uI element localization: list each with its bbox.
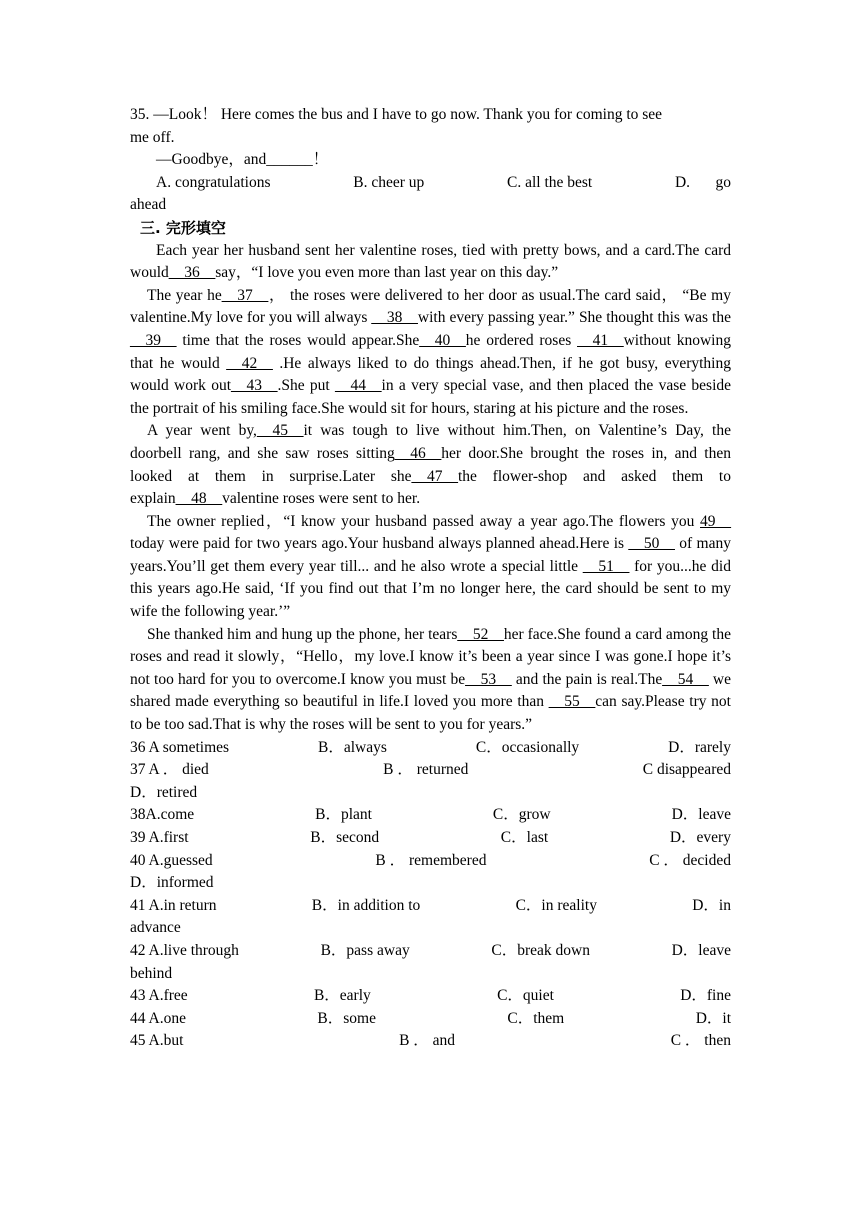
passage-text: and the pain is real.The — [511, 670, 663, 688]
option-d: D．retired — [130, 783, 198, 801]
option-d: D．every — [669, 829, 731, 846]
blank-43: __43__ — [231, 377, 278, 395]
option-d-text: go — [715, 173, 731, 191]
question-35 — [130, 104, 731, 217]
options-40-wrap — [130, 872, 731, 895]
blank-41: __41__ — [577, 331, 624, 349]
blank-39: __39__ — [130, 331, 177, 349]
passage-text: the flower-shop and asked them to explain — [130, 467, 731, 508]
option-d: D．it — [695, 1009, 731, 1027]
option-b: B．second — [310, 829, 380, 846]
options-36 — [130, 737, 731, 760]
option-d: D．rarely — [668, 738, 731, 756]
passage-text: The owner replied，“I know your husband passed away a year ago.The flowers you — [147, 512, 700, 530]
option-d-wrap: ahead — [130, 196, 167, 214]
blank-50: __50__ — [628, 535, 675, 553]
blank-54: __54__ — [662, 670, 709, 688]
question-35-options-wrap — [130, 194, 731, 217]
option-c: C．grow — [492, 806, 551, 824]
options-38 — [130, 804, 731, 827]
options-45 — [130, 1030, 731, 1053]
option-a: 38A.come — [130, 806, 195, 824]
passage-text: say，“I love you even more than last year on this day.” — [215, 264, 559, 282]
passage-text: her door.She brought the roses in, and then looked at them in surprise.Later she — [130, 444, 731, 485]
passage-text: A year went by, — [147, 422, 257, 440]
question-35-options — [130, 172, 731, 195]
section-title: 三. 完形填空 — [140, 218, 226, 237]
passage-text: ， the roses were delivered to her door as usual.The card said， “Be my valentine.My love for you will always — [130, 286, 731, 327]
passage-text: without knowing that he would — [130, 331, 731, 372]
section-header — [130, 217, 731, 240]
blank-47: __47__ — [411, 467, 458, 485]
options-43 — [130, 985, 731, 1008]
option-b: B ． remembered — [375, 851, 487, 869]
passage-text: The year he — [147, 286, 222, 304]
document-page — [130, 104, 731, 1053]
option-a: 44 A.one — [130, 1009, 186, 1027]
option-a: 43 A.free — [130, 987, 188, 1005]
passage-text: valentine roses were sent to her. — [222, 490, 421, 508]
option-d-wrap: behind — [130, 964, 173, 982]
options-40 — [130, 850, 731, 873]
option-c: C ． then — [670, 1032, 731, 1050]
blank-44: __44__ — [335, 377, 382, 395]
passage-paragraph-4 — [130, 511, 731, 624]
question-35-reply — [130, 149, 731, 172]
option-b: B．pass away — [320, 941, 410, 959]
passage-text: of many years.You’ll get them every year till... and he also wrote a special little — [130, 535, 731, 575]
blank-52: __52__ — [457, 625, 504, 643]
option-c: C．them — [507, 1009, 565, 1027]
answer-options — [130, 737, 731, 1053]
option-a: 40 A.guessed — [130, 851, 213, 869]
reply-text: —Goodbye，and______！ — [156, 151, 329, 169]
blank-46: __46__ — [394, 444, 442, 462]
blank-38: __38__ — [371, 309, 418, 327]
option-a: A. congratulations — [156, 173, 271, 191]
options-41-wrap — [130, 917, 731, 940]
passage-text: .She put — [277, 377, 336, 395]
option-b: B．plant — [315, 806, 372, 824]
option-c: C. all the best — [507, 173, 593, 191]
passage-paragraph-5 — [130, 624, 731, 737]
option-a: 45 A.but — [130, 1032, 184, 1050]
blank-36: __36__ — [168, 264, 216, 282]
blank-51: __51__ — [582, 557, 630, 575]
passage-paragraph-2 — [130, 285, 731, 421]
option-d: D．leave — [671, 806, 731, 824]
prompt-line: 35. —Look！ Here comes the bus and I have to go now. Thank you for coming to see — [130, 106, 663, 123]
option-d-letter: D. — [674, 173, 691, 191]
option-b: B．in addition to — [311, 896, 421, 914]
option-c: C ． decided — [649, 851, 731, 869]
options-37-wrap — [130, 782, 731, 805]
prompt-line: me off. — [130, 128, 175, 146]
options-42 — [130, 940, 731, 963]
passage-text: it was tough to live without him.Then, on Valentine’s Day, the doorbell rang, and she saw roses sitting — [130, 422, 731, 462]
option-d: D．fine — [680, 987, 731, 1005]
option-c: C disappeared — [642, 761, 731, 779]
passage-text: today were paid for two years ago.Your husband always planned ahead.Here is — [130, 535, 629, 553]
options-39 — [130, 827, 731, 850]
option-a: 39 A.first — [130, 829, 189, 846]
question-35-prompt — [130, 104, 731, 149]
option-a: 36 A sometimes — [130, 738, 230, 756]
passage-text: .He always liked to do things ahead.Then, if he got busy, everything would work out — [130, 354, 731, 395]
passage-text: we shared made everything so beautiful in life.I loved you more than — [130, 670, 731, 711]
option-b: B ． and — [399, 1032, 456, 1050]
options-41 — [130, 895, 731, 918]
passage-text: with every passing year.” She thought this was the — [417, 309, 731, 327]
option-c: C．in reality — [515, 896, 597, 914]
options-42-wrap — [130, 963, 731, 986]
blank-55: __55__ — [548, 693, 596, 711]
option-a: 41 A.in return — [130, 896, 217, 914]
passage-text: can say.Please try not to be too sad.That is why the roses will be sent to you for years.” — [130, 693, 731, 734]
passage-text: for you...he did this years ago.He said, ‘If you find out that I’m no longer here, the card should be sent to my wife the following year.’” — [130, 557, 731, 621]
passage-text: Each year her husband sent her valentine roses, tied with pretty bows, and a card.The card would — [130, 241, 731, 282]
option-d: D．in — [692, 896, 731, 914]
option-c: C．last — [500, 829, 549, 846]
option-b: B. cheer up — [353, 173, 425, 191]
blank-40: __40__ — [419, 331, 466, 349]
passage-text: She thanked him and hung up the phone, her tears — [147, 625, 458, 643]
blank-45: __45__ — [256, 422, 304, 440]
passage-text: in a very special vase, and then placed the vase beside the portrait of his smiling face.She would sit for hours, staring at his picture and the roses. — [130, 377, 732, 417]
option-d-wrap: advance — [130, 919, 181, 937]
option-b: B．early — [313, 987, 371, 1005]
blank-48: __48__ — [175, 490, 223, 508]
option-b: B．some — [317, 1009, 376, 1027]
passage-paragraph-1 — [130, 240, 731, 285]
option-c: C．break down — [491, 941, 590, 959]
option-d: D．informed — [130, 874, 214, 892]
passage-text: he ordered roses — [465, 331, 578, 349]
blank-53: __53__ — [465, 670, 512, 688]
option-c: C．occasionally — [475, 738, 580, 756]
blank-37: __37__ — [221, 286, 269, 304]
option-a: 42 A.live through — [130, 941, 239, 959]
option-b: B ． returned — [383, 761, 469, 779]
passage-paragraph-3 — [130, 420, 731, 510]
option-a: 37 A ． died — [130, 761, 209, 779]
option-d: D．leave — [671, 941, 731, 959]
options-37 — [130, 759, 731, 782]
option-c: C．quiet — [497, 987, 554, 1005]
passage-text: her face.She found a card among the roses and read it slowly，“Hello，my love.I know it’s been a year since I was gone.I hope it’s not too hard for you to overcome.I know you must be — [130, 625, 731, 688]
blank-42: __42__ — [226, 354, 273, 372]
options-44 — [130, 1008, 731, 1031]
option-b: B．always — [318, 738, 387, 756]
passage-text: time that the roses would appear.She — [176, 331, 420, 349]
blank-49: 49__ — [700, 512, 731, 530]
